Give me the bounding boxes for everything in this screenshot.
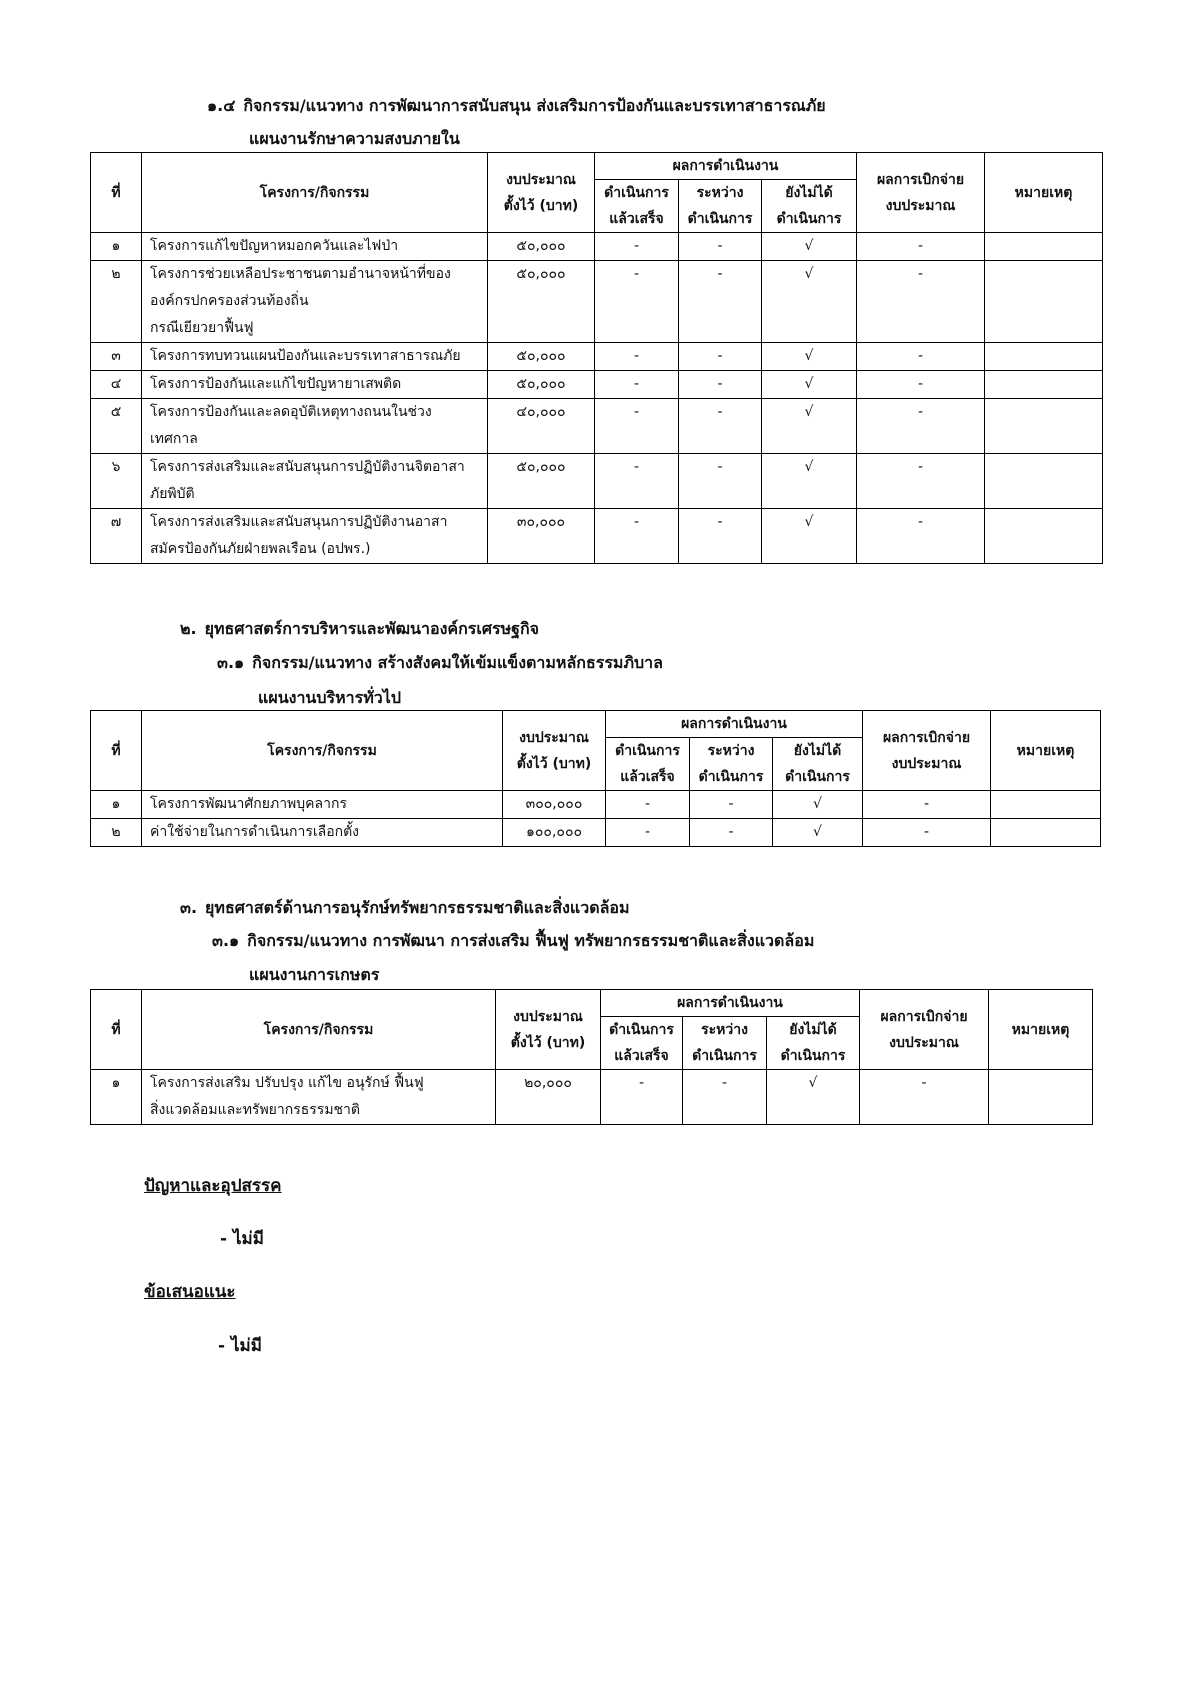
header-done: ดำเนินการ แล้วเสร็จ — [601, 1017, 683, 1070]
row-project-name — [142, 233, 488, 261]
table-row — [91, 454, 1103, 509]
section3-title — [212, 929, 814, 954]
header-no: ที่ — [91, 711, 142, 791]
row-project-line: กรณีเยียวยาฟื้นฟู — [150, 320, 254, 336]
header-notyet: ยังไม่ได้ ดำเนินการ — [762, 180, 857, 233]
row-disburse: - — [863, 819, 991, 847]
row-budget: ๓๐,๐๐๐ — [488, 509, 595, 564]
header-notyet: ยังไม่ได้ ดำเนินการ — [767, 1017, 860, 1070]
row-remark — [985, 343, 1103, 371]
row-project-line: เทศกาล — [150, 431, 198, 447]
row-number: ๗ — [91, 509, 142, 564]
row-project-line: องค์กรปกครองส่วนท้องถิ่น — [150, 293, 309, 309]
row-budget: ๑๐๐,๐๐๐ — [503, 819, 606, 847]
row-project-line: โครงการช่วยเหลือประชาชนตามอำนาจหน้าที่ของ — [150, 266, 451, 282]
header-inprogress: ระหว่าง ดำเนินการ — [690, 738, 773, 791]
row-remark — [985, 233, 1103, 261]
suggestions-item: - ไม่มี — [218, 1336, 262, 1356]
table-body — [91, 233, 1103, 564]
row-number: ๖ — [91, 454, 142, 509]
row-budget: ๕๐,๐๐๐ — [488, 233, 595, 261]
header-budget: งบประมาณ ตั้งไว้ (บาท) — [503, 711, 606, 791]
row-project-line: สิ่งแวดล้อมและทรัพยากรธรรมชาติ — [150, 1102, 360, 1118]
row-notyet: √ — [773, 791, 863, 819]
row-disburse: - — [860, 1070, 989, 1125]
row-project-line: โครงการส่งเสริม ปรับปรุง แก้ไข อนุรักษ์ ฟื้นฟู — [150, 1075, 424, 1091]
header-notyet: ยังไม่ได้ ดำเนินการ — [773, 738, 863, 791]
row-project-name — [142, 399, 488, 454]
row-remark — [985, 261, 1103, 343]
row-project-line: ค่าใช้จ่ายในการดำเนินการเลือกตั้ง — [150, 824, 360, 840]
header-budget: งบประมาณ ตั้งไว้ (บาท) — [488, 153, 595, 233]
row-number: ๕ — [91, 399, 142, 454]
row-done: - — [595, 454, 679, 509]
row-disburse: - — [857, 261, 985, 343]
row-done: - — [595, 233, 679, 261]
row-project-line: โครงการแก้ไขปัญหาหมอกควันและไฟป่า — [150, 238, 399, 254]
header-no: ที่ — [91, 990, 142, 1070]
section1-plan: แผนงานรักษาความสงบภายใน — [249, 129, 460, 148]
row-done: - — [606, 819, 690, 847]
row-disburse: - — [857, 454, 985, 509]
section1-title-text: กิจกรรม/แนวทาง การพัฒนาการสนับสนุน ส่งเสริมการป้องกันและบรรเทาสาธารณภัย — [243, 96, 826, 115]
table-row — [91, 261, 1103, 343]
section1-title-number: ๑.๔ — [207, 96, 236, 115]
row-done: - — [606, 791, 690, 819]
row-budget: ๕๐,๐๐๐ — [488, 454, 595, 509]
row-disburse: - — [863, 791, 991, 819]
row-disburse: - — [857, 371, 985, 399]
row-done: - — [595, 261, 679, 343]
row-budget: ๕๐,๐๐๐ — [488, 343, 595, 371]
section2-title — [217, 651, 663, 676]
row-number: ๑ — [91, 1070, 142, 1125]
section2-table — [90, 710, 1101, 847]
table-row — [91, 371, 1103, 399]
row-project-name — [142, 509, 488, 564]
table-row — [91, 791, 1101, 819]
header-project: โครงการ/กิจกรรม — [142, 153, 488, 233]
row-project-line: โครงการส่งเสริมและสนับสนุนการปฏิบัติงานจิตอาสา — [150, 459, 465, 475]
row-budget: ๔๐,๐๐๐ — [488, 399, 595, 454]
row-project-line: ภัยพิบัติ — [150, 486, 195, 502]
section3-table — [90, 989, 1093, 1125]
section3-plan: แผนงานการเกษตร — [249, 965, 380, 984]
row-notyet: √ — [762, 454, 857, 509]
header-result: ผลการดำเนินงาน — [601, 990, 860, 1017]
header-disburse: ผลการเบิกจ่าย งบประมาณ — [863, 711, 991, 791]
section2-strategy-text: ยุทธศาสตร์การบริหารและพัฒนาองค์กรเศรษฐกิจ — [204, 619, 540, 638]
row-number: ๔ — [91, 371, 142, 399]
section1-table — [90, 152, 1103, 564]
row-remark — [985, 509, 1103, 564]
row-number: ๒ — [91, 819, 142, 847]
row-project-name — [142, 454, 488, 509]
row-inprogress: - — [679, 261, 762, 343]
header-result: ผลการดำเนินงาน — [606, 711, 863, 738]
row-budget: ๕๐,๐๐๐ — [488, 371, 595, 399]
row-budget: ๓๐๐,๐๐๐ — [503, 791, 606, 819]
section3-title-number: ๓.๑ — [212, 931, 240, 950]
row-project-name — [142, 343, 488, 371]
section3-strategy — [180, 896, 630, 921]
table-row — [91, 1070, 1093, 1125]
header-remark: หมายเหตุ — [989, 990, 1093, 1070]
row-notyet: √ — [762, 261, 857, 343]
section2-title-number: ๓.๑ — [217, 653, 245, 672]
row-done: - — [595, 399, 679, 454]
header-disburse: ผลการเบิกจ่าย งบประมาณ — [857, 153, 985, 233]
row-notyet: √ — [762, 509, 857, 564]
row-remark — [985, 454, 1103, 509]
row-remark — [985, 399, 1103, 454]
row-disburse: - — [857, 399, 985, 454]
table-row — [91, 509, 1103, 564]
header-disburse: ผลการเบิกจ่าย งบประมาณ — [860, 990, 989, 1070]
section2-title-text: กิจกรรม/แนวทาง สร้างสังคมให้เข้มแข็งตามหลักธรรมภิบาล — [252, 653, 663, 672]
row-project-name — [142, 791, 503, 819]
row-remark — [991, 791, 1101, 819]
row-inprogress: - — [683, 1070, 767, 1125]
row-inprogress: - — [679, 233, 762, 261]
header-remark: หมายเหตุ — [991, 711, 1101, 791]
row-inprogress: - — [690, 819, 773, 847]
row-inprogress: - — [679, 343, 762, 371]
row-remark — [989, 1070, 1093, 1125]
row-inprogress: - — [690, 791, 773, 819]
table-row — [91, 819, 1101, 847]
row-project-name — [142, 819, 503, 847]
row-project-line: โครงการทบทวนแผนป้องกันและบรรเทาสาธารณภัย — [150, 348, 461, 364]
row-project-line: สมัครป้องกันภัยฝ่ายพลเรือน (อปพร.) — [150, 541, 371, 557]
suggestions-title: ข้อเสนอแนะ — [144, 1282, 236, 1302]
table-row — [91, 233, 1103, 261]
row-inprogress: - — [679, 399, 762, 454]
header-inprogress: ระหว่าง ดำเนินการ — [679, 180, 762, 233]
header-project: โครงการ/กิจกรรม — [142, 990, 496, 1070]
row-budget: ๕๐,๐๐๐ — [488, 261, 595, 343]
row-notyet: √ — [762, 399, 857, 454]
row-project-name — [142, 1070, 496, 1125]
table-row — [91, 399, 1103, 454]
problems-title: ปัญหาและอุปสรรค — [144, 1176, 282, 1196]
row-done: - — [595, 343, 679, 371]
row-inprogress: - — [679, 509, 762, 564]
header-remark: หมายเหตุ — [985, 153, 1103, 233]
row-remark — [985, 371, 1103, 399]
section3-strategy-number: ๓. — [180, 898, 198, 917]
section3-title-text: กิจกรรม/แนวทาง การพัฒนา การส่งเสริม ฟื้นฟู ทรัพยากรธรรมชาติและสิ่งแวดล้อม — [247, 931, 815, 950]
row-project-line: โครงการส่งเสริมและสนับสนุนการปฏิบัติงานอาสา — [150, 514, 448, 530]
row-project-line: โครงการพัฒนาศักยภาพบุคลากร — [150, 796, 347, 812]
section3-strategy-text: ยุทธศาสตร์ด้านการอนุรักษ์ทรัพยากรธรรมชาติและสิ่งแวดล้อม — [205, 898, 630, 917]
row-number: ๒ — [91, 261, 142, 343]
row-notyet: √ — [762, 233, 857, 261]
row-project-line: โครงการป้องกันและแก้ไขปัญหายาเสพติด — [150, 376, 402, 392]
row-project-name — [142, 261, 488, 343]
header-done: ดำเนินการ แล้วเสร็จ — [595, 180, 679, 233]
row-project-name — [142, 371, 488, 399]
row-remark — [991, 819, 1101, 847]
header-project: โครงการ/กิจกรรม — [142, 711, 503, 791]
row-done: - — [595, 371, 679, 399]
row-number: ๑ — [91, 233, 142, 261]
section2-strategy — [180, 617, 539, 642]
section2-plan: แผนงานบริหารทั่วไป — [258, 688, 401, 707]
row-number: ๓ — [91, 343, 142, 371]
row-notyet: √ — [767, 1070, 860, 1125]
section1-title — [207, 94, 826, 119]
table-row — [91, 343, 1103, 371]
row-disburse: - — [857, 233, 985, 261]
table-body — [91, 1070, 1093, 1125]
row-notyet: √ — [762, 371, 857, 399]
row-done: - — [595, 509, 679, 564]
table-body — [91, 791, 1101, 847]
header-done: ดำเนินการ แล้วเสร็จ — [606, 738, 690, 791]
header-budget: งบประมาณ ตั้งไว้ (บาท) — [496, 990, 601, 1070]
row-done: - — [601, 1070, 683, 1125]
row-project-line: โครงการป้องกันและลดอุบัติเหตุทางถนนในช่วง — [150, 404, 432, 420]
header-no: ที่ — [91, 153, 142, 233]
row-inprogress: - — [679, 454, 762, 509]
row-notyet: √ — [762, 343, 857, 371]
row-disburse: - — [857, 343, 985, 371]
row-inprogress: - — [679, 371, 762, 399]
section2-strategy-number: ๒. — [180, 619, 197, 638]
row-disburse: - — [857, 509, 985, 564]
row-budget: ๒๐,๐๐๐ — [496, 1070, 601, 1125]
header-inprogress: ระหว่าง ดำเนินการ — [683, 1017, 767, 1070]
problems-item: - ไม่มี — [220, 1229, 264, 1249]
row-notyet: √ — [773, 819, 863, 847]
header-result: ผลการดำเนินงาน — [595, 153, 857, 180]
row-number: ๑ — [91, 791, 142, 819]
